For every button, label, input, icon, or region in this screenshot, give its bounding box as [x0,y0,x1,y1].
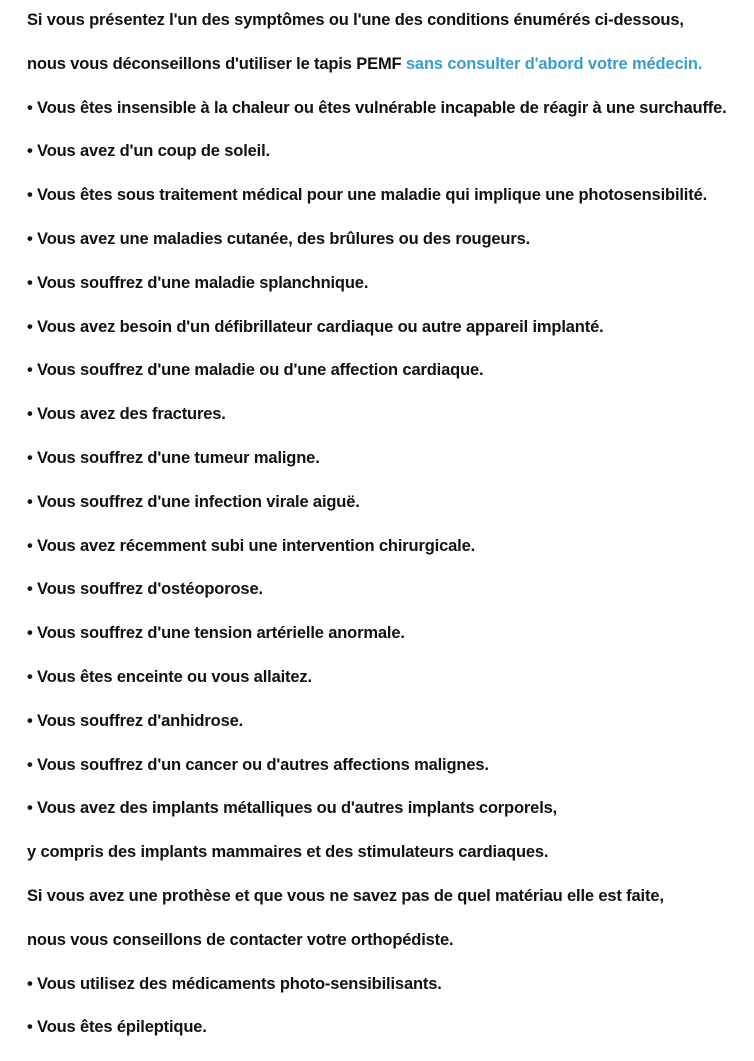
consult-doctor-link[interactable]: sans consulter d'abord votre médecin. [405,54,703,73]
list-item: • Vous souffrez d'une maladie ou d'une affection cardiaque. [27,361,484,380]
list-item: • Vous êtes enceinte ou vous allaitez. [27,667,312,686]
list-item: • Vous souffrez d'une tumeur maligne. [27,448,320,467]
list-item: • Vous avez une maladies cutanée, des brûlures ou des rougeurs. [27,229,531,248]
list-item: • Vous avez des fractures. [27,405,226,424]
intro-line-2 [27,53,754,97]
list-item: • Vous avez d'un coup de soleil. [27,142,270,161]
intro-line-1: Si vous présentez l'un des symptômes ou l'une des conditions énumérés ci-dessous, [27,11,684,29]
prosthesis-note-continuation: nous vous conseillons de contacter votre orthopédiste. [27,930,454,949]
list-item: • Vous avez récemment subi une intervention chirurgicale. [27,536,476,555]
list-item: • Vous souffrez d'anhidrose. [27,711,244,730]
list-item: • Vous êtes épileptique. [27,1018,207,1037]
list-item-continuation: y compris des implants mammaires et des stimulateurs cardiaques. [27,843,549,862]
intro-line-2-text: nous vous déconseillons d'utiliser le tapis PEMF [27,54,406,73]
list-item: • Vous êtes sous traitement médical pour une maladie qui implique une photosensibilité. [27,186,708,205]
list-item: • Vous souffrez d'une maladie splanchnique. [27,273,369,292]
list-item: • Vous utilisez des médicaments photo-sensibilisants. [27,974,442,993]
list-item: • Vous avez besoin d'un défibrillateur cardiaque ou autre appareil implanté. [27,317,604,336]
list-item: • Vous êtes insensible à la chaleur ou êtes vulnérable incapable de réagir à une surchauffe. [27,98,727,117]
list-item: • Vous avez des implants métalliques ou d'autres implants corporels, [27,799,558,818]
list-item: • Vous souffrez d'une infection virale aiguë. [27,492,360,511]
list-item: • Vous souffrez d'ostéoporose. [27,580,263,599]
prosthesis-note: Si vous avez une prothèse et que vous ne savez pas de quel matériau elle est faite, [27,886,664,905]
list-item: • Vous souffrez d'une tension artérielle anormale. [27,624,405,643]
list-item: • Vous souffrez d'un cancer ou d'autres affections malignes. [27,755,489,774]
